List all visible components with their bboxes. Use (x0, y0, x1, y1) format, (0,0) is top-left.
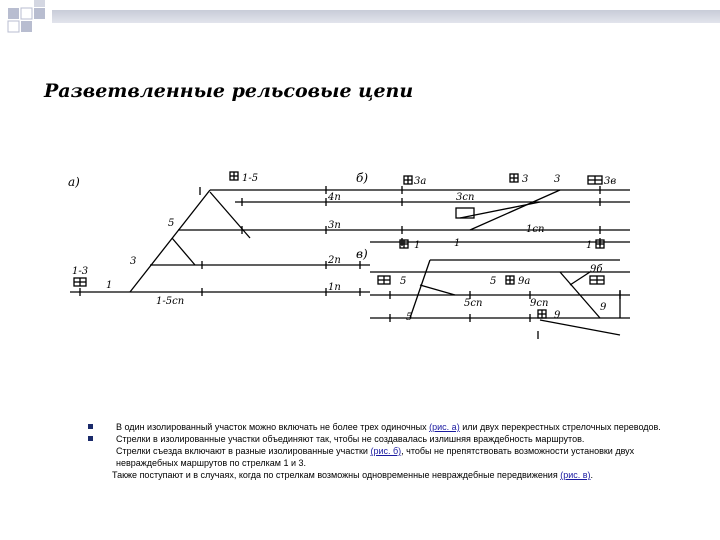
paragraph (86, 469, 686, 481)
panel-b-letter: б) (356, 171, 369, 185)
panel-a-letter: а) (68, 175, 80, 189)
bullet-2-text-end: , чтобы не препятствовать возможности установки двух невраждебных маршрутов по стрелкам 1 и 3. (116, 446, 635, 468)
label-section-3sp: 3сп (456, 192, 475, 203)
label-signal-5: 5 (400, 276, 407, 287)
label-signal-3: 3 (522, 174, 529, 185)
label-signal-3v: 3в (604, 176, 617, 187)
label-signal-9b: 9б (590, 264, 603, 275)
header-band (52, 10, 720, 23)
label-track-1p: 1п (328, 282, 341, 293)
label-signal-1-left: 1 (414, 240, 421, 251)
label-section-9sp: 9сп (530, 298, 549, 309)
paragraph-text-end: . (590, 470, 594, 480)
label-signal-1-3: 1-3 (72, 266, 89, 277)
label-track-3p: 3п (328, 220, 341, 231)
slide-title: Разветвленные рельсовые цепи (44, 80, 414, 102)
label-section-1-5sp: 1-5сп (156, 296, 185, 307)
label-signal-9a: 9а (518, 276, 531, 287)
label-switch-1: 1 (454, 238, 461, 249)
label-signal-3a: 3а (414, 176, 427, 187)
label-signal-9: 9 (554, 310, 561, 321)
bullet-icon (88, 424, 93, 429)
label-switch-9: 9 (600, 302, 607, 313)
label-section-1sp: 1сп (526, 224, 545, 235)
fig-a-link[interactable]: (рис. а) (429, 422, 460, 432)
panel-c-letter: в) (356, 247, 368, 261)
paragraph-text-start: Также поступают и в случаях, когда по стрелкам возможны одновременные невраждебные передвижения (112, 470, 561, 480)
corner-decoration (0, 0, 60, 40)
bullet-2-text-start: Стрелки съезда включают в разные изолированные участки (116, 446, 371, 456)
fig-c-link[interactable]: (рис. в) (560, 470, 591, 480)
label-signal-1-right: 1 (586, 240, 593, 251)
label-track-2p: 2п (328, 255, 341, 266)
label-switch-3: 3 (130, 256, 137, 267)
label-switch-5: 5 (490, 276, 497, 287)
bullet-item (86, 421, 686, 433)
bullet-2-text: Стрелки в изолированные участки объединяют так, чтобы не создавалась излишняя враждебность маршрутов. (116, 434, 585, 444)
bullet-icon (88, 436, 93, 441)
bullet-item (86, 433, 686, 469)
bullet-1-text-start: В один изолированный участок можно включать не более трех одиночных (116, 422, 430, 432)
label-section-5sp: 5сп (464, 298, 483, 309)
label-switch-5: 5 (168, 218, 175, 229)
bullet-1-text-end: или двух перекрестных стрелочных переводов. (459, 422, 661, 432)
label-signal-1-5: 1-5 (242, 173, 259, 184)
label-switch-3: 3 (554, 174, 561, 185)
track-circuit-diagram (60, 160, 660, 350)
body-text (86, 421, 686, 481)
fig-b-link[interactable]: (рис. б) (370, 446, 402, 456)
label-switch-5-low: 5 (406, 312, 413, 323)
label-track-4p: 4п (328, 192, 341, 203)
label-switch-1: 1 (106, 280, 113, 291)
